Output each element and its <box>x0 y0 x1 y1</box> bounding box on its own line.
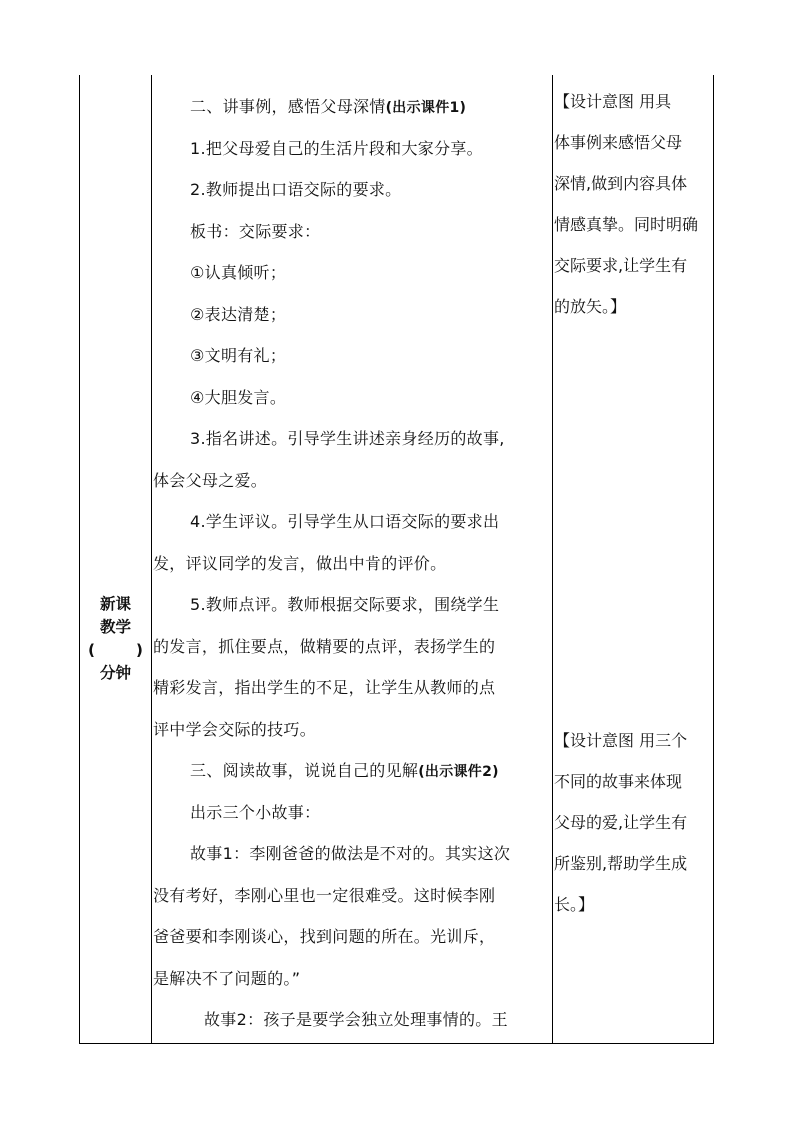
lesson-line: 2.教师提出口语交际的要求。 <box>190 180 402 199</box>
requirement-item: ①认真倾听； <box>190 263 287 282</box>
story-line: 故事1：李刚爸爸的做法是不对的。其实这次 <box>190 844 511 863</box>
courseware-ref-2: (出示课件2) <box>418 764 499 780</box>
note-line: 不同的故事来体现 <box>554 772 683 791</box>
note-line: 交际要求,让学生有 <box>554 256 688 275</box>
lesson-line: 发，评议同学的发言，做出中肯的评价。 <box>153 554 447 573</box>
paren-close: ) <box>135 641 143 659</box>
note-line: 父母的爱,让学生有 <box>554 813 688 832</box>
section-label <box>80 593 151 685</box>
heading-3 <box>190 758 499 781</box>
story-line: 爸爸要和李刚谈心，找到问题的所在。光训斥， <box>153 927 496 946</box>
heading-3-text: 三、阅读故事，说说自己的见解 <box>190 761 419 780</box>
heading-2-text: 二、讲事例，感悟父母深情 <box>190 97 386 116</box>
design-intent-note-2 <box>554 720 687 925</box>
lesson-line: 4.学生评议。引导学生从口语交际的要求出 <box>190 512 500 531</box>
lesson-line: 评中学会交际的技巧。 <box>153 720 317 739</box>
note-line: 【设计意图 用三个 <box>554 731 688 750</box>
lesson-line: 3.指名讲述。引导学生讲述亲身经历的故事, <box>190 429 505 448</box>
lesson-line: 的发言，抓住要点，做精要的点评，表扬学生的 <box>153 637 496 656</box>
requirement-item: ③文明有礼； <box>190 346 287 365</box>
lesson-line: 板书：交际要求： <box>190 222 321 241</box>
requirement-item: ②表达清楚； <box>190 305 287 324</box>
section-label-line2: 教学 <box>99 618 131 636</box>
story-line: 故事2：孩子是要学会独立处理事情的。王 <box>204 1010 508 1029</box>
note-line: 体事例来感悟父母 <box>554 133 683 152</box>
design-intent-note-1 <box>554 81 698 327</box>
note-line: 情感真挚。同时明确 <box>554 215 699 234</box>
design-intent-cell <box>553 75 713 1043</box>
table-border-right <box>713 75 714 1043</box>
note-line: 的放矢。】 <box>554 297 627 316</box>
paren-open: ( <box>88 641 96 659</box>
courseware-ref-1: (出示课件1) <box>385 100 467 116</box>
note-line: 【设计意图 用具 <box>554 92 672 111</box>
story-line: 没有考好，李刚心里也一定很难受。这时候李刚 <box>153 886 496 905</box>
duration-blank <box>80 639 151 662</box>
requirement-item: ④大胆发言。 <box>190 388 287 407</box>
lesson-line: 1.把父母爱自己的生活片段和大家分享。 <box>190 139 483 158</box>
table-border-bottom <box>79 1043 714 1044</box>
note-line: 深情,做到内容具体 <box>554 174 688 193</box>
note-line: 所鉴别,帮助学生成 <box>554 854 688 873</box>
section-label-line1: 新课 <box>99 595 131 613</box>
story-line: 是解决不了问题的。” <box>153 969 301 988</box>
lesson-content-cell <box>152 75 552 1043</box>
lesson-line: 精彩发言，指出学生的不足，让学生从教师的点 <box>153 678 496 697</box>
heading-2 <box>190 94 466 117</box>
lesson-line: 出示三个小故事： <box>190 803 321 822</box>
lesson-line: 体会父母之爱。 <box>153 471 268 490</box>
note-line: 长。】 <box>554 895 595 914</box>
lesson-line: 5.教师点评。教师根据交际要求，围绕学生 <box>190 595 500 614</box>
section-cell <box>80 75 151 1043</box>
section-label-line4: 分钟 <box>99 664 131 682</box>
